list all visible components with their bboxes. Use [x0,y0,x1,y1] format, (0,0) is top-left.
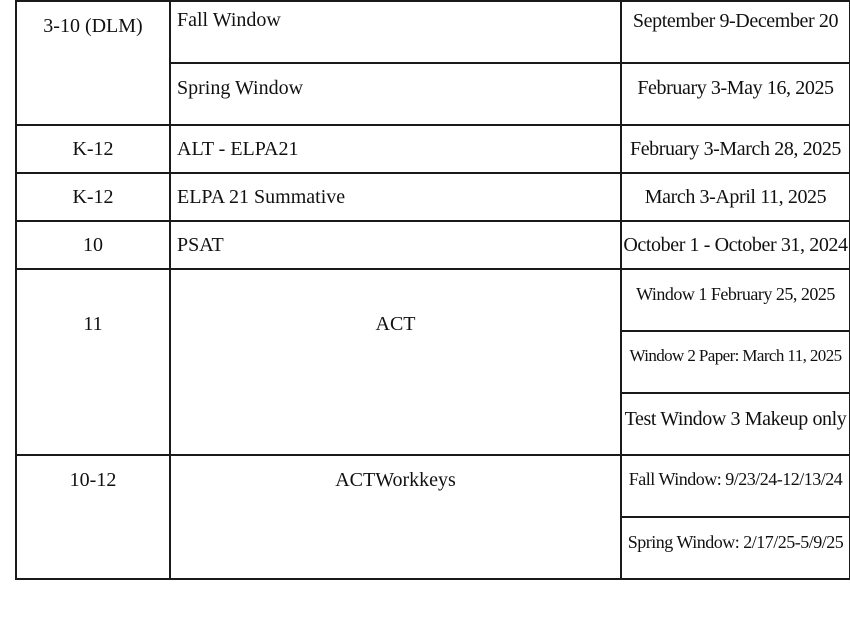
dates-cell [621,269,850,331]
assessment-cell [170,455,621,579]
grade-label: 3-10 (DLM) [43,15,143,37]
dates-label: March 3-April 11, 2025 [644,186,827,208]
table-row [16,1,850,63]
dates-cell [621,63,850,125]
assessment-label: ELPA 21 Summative [177,186,346,208]
dates-cell [621,455,850,517]
assessment-cell [170,269,621,455]
dates-label: Test Window 3 Makeup only [624,408,847,430]
table-row [16,173,850,221]
assessment-cell [170,63,621,125]
grade-cell [16,455,170,579]
assessment-cell [170,221,621,269]
dates-cell [621,393,850,455]
grade-label: 11 [83,313,103,335]
table-row [16,455,850,517]
assessment-cell [170,1,621,63]
testing-schedule-table [15,0,850,580]
assessment-cell [170,173,621,221]
grade-label: 10 [83,234,103,256]
grade-cell [16,125,170,173]
dates-label: Fall Window: 9/23/24-12/13/24 [628,469,843,489]
dates-label: September 9-December 20 [632,10,839,32]
table-row [16,125,850,173]
table-row [16,221,850,269]
assessment-label: PSAT [177,234,224,256]
dates-label: February 3-March 28, 2025 [629,138,842,160]
grade-label: K-12 [72,186,114,208]
assessment-label: ACTWorkkeys [335,469,456,491]
grade-label: K-12 [72,138,114,160]
dates-cell [621,1,850,63]
grade-cell [16,269,170,455]
assessment-label: ALT - ELPA21 [177,138,299,160]
dates-label: October 1 - October 31, 2024 [623,234,848,256]
assessment-cell [170,125,621,173]
dates-cell [621,331,850,393]
dates-cell [621,173,850,221]
grade-cell [16,1,170,125]
assessment-label: Fall Window [177,9,281,31]
dates-label: February 3-May 16, 2025 [637,77,834,99]
dates-cell [621,125,850,173]
dates-label: Spring Window: 2/17/25-5/9/25 [627,532,844,552]
dates-label: Window 2 Paper: March 11, 2025 [629,346,842,365]
dates-label: Window 1 February 25, 2025 [636,284,835,304]
table-row [16,269,850,331]
dates-cell [621,517,850,579]
assessment-label: ACT [375,313,416,335]
grade-label: 10-12 [69,469,117,491]
grade-cell [16,173,170,221]
dates-cell [621,221,850,269]
assessment-label: Spring Window [177,77,304,99]
grade-cell [16,221,170,269]
